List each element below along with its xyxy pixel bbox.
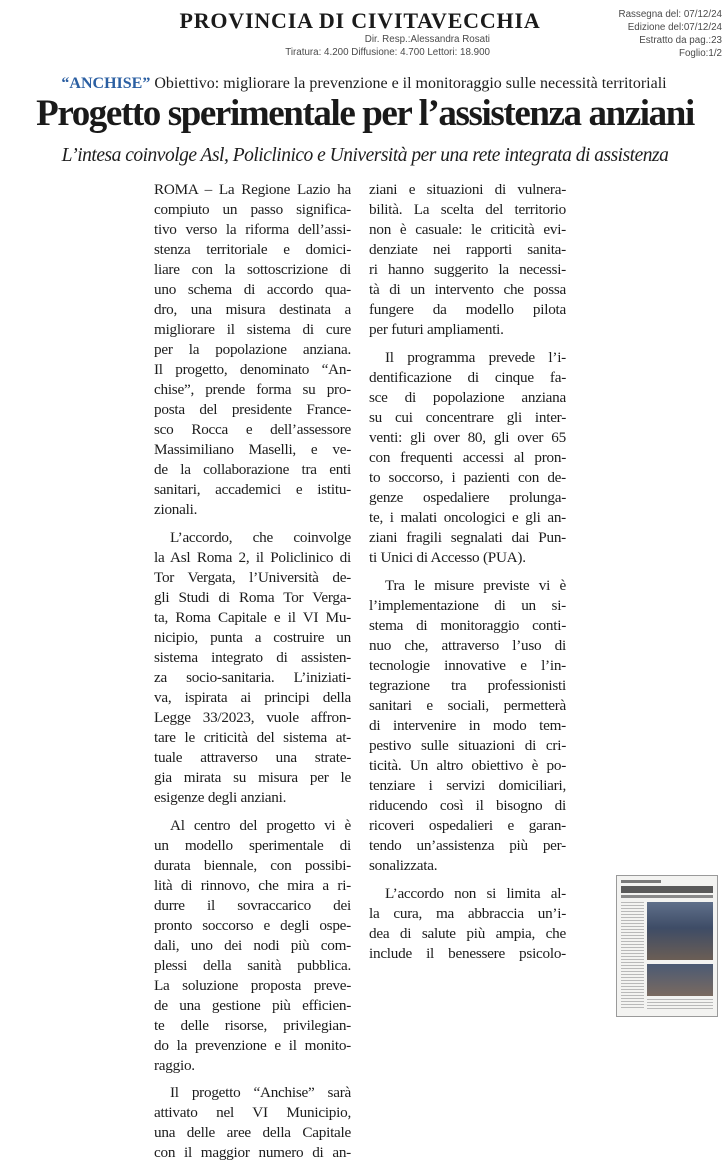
article-line: un modello sperimentale di [154, 837, 351, 854]
article-line: te, i malati oncologici e gli an- [369, 509, 566, 526]
article-line: de una gestione più efficien- [154, 997, 351, 1014]
thumbnail-subheadline [621, 895, 713, 898]
edition-date: Edizione del:07/12/24 [627, 22, 722, 33]
article-line: raggio. [154, 1057, 195, 1074]
article-line: dea di salute più ampia, che [369, 925, 566, 942]
headline: Progetto sperimentale per l’assistenza anziani [36, 93, 694, 134]
kicker: “ANCHISE” [61, 75, 151, 92]
article-line: durre il sovraccarico dei [154, 897, 351, 914]
page-extract: Estratto da pag.:23 [639, 35, 722, 46]
article-line: de la collaborazione tra enti [154, 461, 351, 478]
article-line: Il progetto “Anchise” sarà [170, 1084, 351, 1101]
article-line: te delle risorse, privilegian- [154, 1017, 351, 1034]
thumbnail-photo [647, 902, 713, 960]
article-line: sco Rocca e dell’assessore [154, 421, 351, 438]
article-line: tecnologie innovative e l’in- [369, 657, 566, 674]
overline [14, 75, 714, 93]
article-line: l’implementazione di un si- [369, 597, 566, 614]
article-line: nuo che, attraverso l’uso di [369, 637, 566, 654]
article-line: una delle aree della Capitale [154, 1124, 351, 1141]
article-line: pestivo sulle situazioni di cri- [369, 737, 566, 754]
article-line: za socio-sanitaria. L’iniziati- [154, 669, 351, 686]
article-line: gia mirata su misura per le [154, 769, 351, 786]
article-line: Tra le misure previste vi è [385, 577, 566, 594]
article-line: sanitari e sociali, permetterà [369, 697, 566, 714]
article-line: ti Unici di Accesso (PUA). [369, 549, 526, 566]
article-line: tivo verso la riforma dell’assi- [154, 221, 351, 238]
article-line: di intervenire in modo tem- [369, 717, 566, 734]
article-line: gli Studi di Roma Tor Verga- [154, 589, 351, 606]
article-line: sonalizzata. [369, 857, 438, 874]
article-line: per la popolazione anziana. [154, 341, 351, 358]
article-line: su cui concentrare gli inter- [369, 409, 566, 426]
article-line: Legge 33/2023, vuole affron- [154, 709, 351, 726]
thumbnail-masthead [621, 880, 661, 883]
article-line: la Asl Roma 2, il Policlinico di [154, 549, 351, 566]
article-line: La soluzione proposta preve- [154, 977, 351, 994]
article-line: tuale attraverso una strate- [154, 749, 351, 766]
article-line: la cura, ma abbraccia un’i- [369, 905, 566, 922]
article-line: liare con la sottoscrizione di [154, 261, 351, 278]
thumbnail-caption [647, 999, 713, 1011]
article-line: genze ospedaliere prolunga- [369, 489, 566, 506]
article-line: to soccorso, i pazienti con de- [369, 469, 566, 486]
article-line: pronto soccorso e degli ospe- [154, 917, 351, 934]
article-line: con il maggior numero di an- [154, 1144, 351, 1161]
publication-title: PROVINCIA DI CIVITAVECCHIA [179, 8, 541, 33]
article-line: tenziare i servizi domiciliari, [369, 777, 566, 794]
article-line: va, ispirata ai principi della [154, 689, 351, 706]
article-line: ri hanno suggerito la necessi- [369, 261, 566, 278]
article-line: sanitari, accademici e istitu- [154, 481, 351, 498]
article-line: do la prevenzione e il monito- [154, 1037, 351, 1054]
article-line: include il benessere psicolo- [369, 945, 566, 962]
article-line: venti: gli over 80, gli over 65 [369, 429, 566, 446]
article-line: tare le criticità del sistema at- [154, 729, 351, 746]
article-line: dentificazione di cinque fa- [369, 369, 566, 386]
article-line: fungere da modello pilota [369, 301, 566, 318]
article-line: posta del presidente France- [154, 401, 351, 418]
circulation-line: Tiratura: 4.200 Diffusione: 4.700 Lettori: 18.900 [285, 47, 490, 58]
article-line: tegrazione tra professionisti [369, 677, 566, 694]
page-thumbnail [616, 875, 718, 1017]
article-line: attivato nel VI Municipio, [154, 1104, 351, 1121]
article-line: stema di monitoraggio conti- [369, 617, 566, 634]
article-line: sistema integrato di assisten- [154, 649, 351, 666]
article-line: bilità. La scelta del territorio [369, 201, 566, 218]
article-line: uno schema di accordo qua- [154, 281, 351, 298]
article-line: plessi della sanità pubblica. [154, 957, 351, 974]
article-line: tà di un intervento che possa [369, 281, 566, 298]
article-line: ta, Roma Capitale e il VI Mu- [154, 609, 351, 626]
article-line: non è casuale: le criticità evi- [369, 221, 566, 238]
article-line: per futuri ampliamenti. [369, 321, 504, 338]
sheet-number: Foglio:1/2 [678, 48, 722, 59]
article-line: tendo un’assistenza più per- [369, 837, 566, 854]
article-line: Il progetto, denominato “An- [154, 361, 351, 378]
article-line: Tor Vergata, l’Università de- [154, 569, 351, 586]
article-line: esigenze degli anziani. [154, 789, 287, 806]
article-line: migliorare il sistema di cure [154, 321, 351, 338]
article-line: chise”, prende forma su pro- [154, 381, 351, 398]
article-line: riducendo così il bisogno di [369, 797, 566, 814]
article-line: dali, uno dei nodi più com- [154, 937, 351, 954]
article-line: Il programma prevede l’i- [385, 349, 566, 366]
article-line: ziani fragili segnalati dai Pun- [369, 529, 566, 546]
article-line: ricoveri ospedalieri e garan- [369, 817, 566, 834]
article-line: ROMA – La Regione Lazio ha [154, 181, 351, 198]
thumbnail-photo-2 [647, 964, 713, 996]
article-line: L’accordo non si limita al- [385, 885, 566, 902]
article-line: con frequenti accessi al pron- [369, 449, 566, 466]
article-line: compiuto un passo significa- [154, 201, 351, 218]
article-line: sce di popolazione anziana [369, 389, 566, 406]
article-line: dro, una misura destinata a [154, 301, 351, 318]
article-line: durata biennale, con possibi- [154, 857, 351, 874]
article-line: lità di rinnovo, che mira a ri- [154, 877, 351, 894]
article-line: denziate nei rapporti sanita- [369, 241, 566, 258]
article-line: stenza territoriale e domici- [154, 241, 351, 258]
rassegna-date: Rassegna del: 07/12/24 [618, 9, 722, 20]
thumbnail-text [621, 902, 644, 1010]
overline-text: Obiettivo: migliorare la prevenzione e il monitoraggio sulle necessità territoriali [154, 75, 667, 92]
article-line: Massimiliano Maselli, e ve- [154, 441, 351, 458]
article-line: ticità. Un altro obiettivo è po- [369, 757, 566, 774]
subheadline: L’intesa coinvolge Asl, Policlinico e Università per una rete integrata di assistenza [61, 145, 669, 166]
article-line: nicipio, punta a costruire un [154, 629, 351, 646]
director-line: Dir. Resp.:Alessandra Rosati [364, 34, 490, 45]
thumbnail-headline [621, 886, 713, 893]
article-line: zionali. [154, 501, 198, 518]
article-line: ziani e situazioni di vulnera- [369, 181, 566, 198]
article-line: L’accordo, che coinvolge [170, 529, 351, 546]
article-line: Al centro del progetto vi è [170, 817, 351, 834]
